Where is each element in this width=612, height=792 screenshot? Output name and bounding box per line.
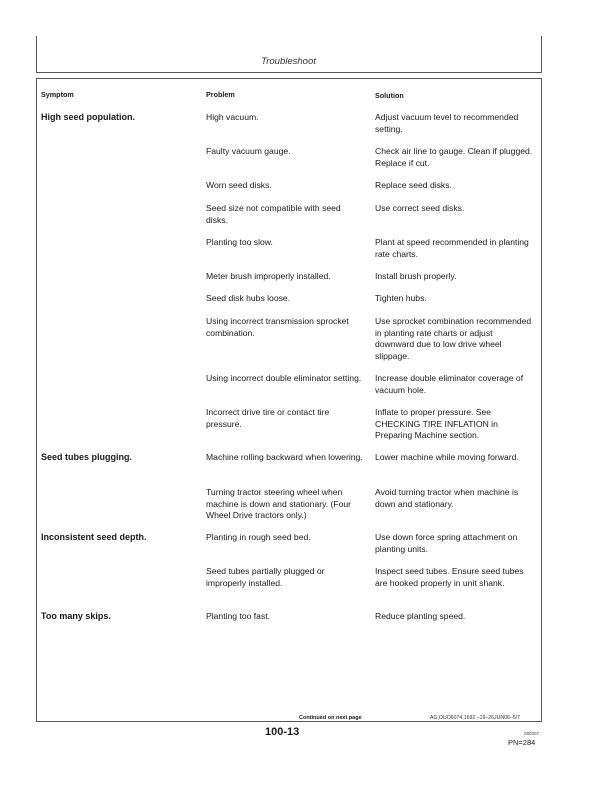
problem-cell: Using incorrect double eliminator setting. [206,373,362,383]
symptom-cell: Seed tubes plugging. [41,452,133,462]
problem-cell: Seed disk hubs loose. [206,293,291,303]
column-header-problem: Problem [206,90,235,99]
solution-cell: Reduce planting speed. [375,611,466,621]
symptom-cell: Too many skips. [41,611,111,621]
solution-cell: Use down force spring attachment on planting units. [375,532,518,554]
continued-note: Continued on next page [299,715,362,721]
problem-cell: Faulty vacuum gauge. [206,146,291,156]
problem-cell: Incorrect drive tire or contact tire pressure. [206,407,330,429]
column-header-solution: Solution [375,91,404,100]
solution-cell: Replace seed disks. [375,180,452,190]
symptom-cell: High seed population. [41,112,135,122]
solution-cell: Inflate to proper pressure. See CHECKING TIRE INFLATION in Preparing Machine section. [375,407,498,440]
problem-cell: Turning tractor steering wheel when machine is down and stationary. (Four Wheel Drive tractors only.) [206,487,352,520]
problem-cell: Planting too slow. [206,237,273,247]
date-code: 080307 [524,731,540,736]
column-header-symptom: Symptom [41,90,74,99]
solution-cell: Use correct seed disks. [375,203,465,213]
problem-cell: Planting too fast. [206,611,271,621]
pn-number: PN=284 [508,738,536,747]
solution-cell: Install brush properly. [375,271,457,281]
solution-cell: Tighten hubs. [375,293,427,303]
problem-cell: Seed tubes partially plugged or improperly installed. [206,566,325,588]
header-rule [36,72,542,73]
page-number: 100-13 [265,726,300,738]
solution-cell: Adjust vacuum level to recommended setting. [375,112,519,134]
solution-cell: Use sprocket combination recommended in planting rate charts or adjust downward due to low drive wheel slippage. [375,316,532,361]
problem-cell: Using incorrect transmission sprocket combination. [206,316,349,338]
problem-cell: Worn seed disks. [206,180,272,190]
symptom-cell: Inconsistent seed depth. [41,532,147,542]
page-title: Troubleshoot [261,56,316,67]
problem-cell: Planting in rough seed bed. [206,532,311,542]
problem-cell: Seed size not compatible with seed disks. [206,203,341,225]
problem-cell: Meter brush improperly installed. [206,271,331,281]
solution-cell: Check air line to gauge. Clean if plugged. Replace if cut. [375,146,533,168]
document-code: AG,OUO6074,1692 –19–26JUN06–5/7 [430,715,520,721]
solution-cell: Increase double eliminator coverage of vacuum hole. [375,373,524,395]
problem-cell: Machine rolling backward when lowering. [206,452,363,462]
right-border-top [541,36,542,73]
table-top-rule [36,78,542,79]
footer-rule [36,721,542,722]
solution-cell: Lower machine while moving forward. [375,452,519,462]
left-border [36,78,37,721]
left-border-top [36,36,37,73]
solution-cell: Inspect seed tubes. Ensure seed tubes are hooked properly in unit shank. [375,566,524,588]
solution-cell: Avoid turning tractor when machine is down and stationary. [375,487,519,509]
problem-cell: High vacuum. [206,112,259,122]
right-border [541,78,542,721]
solution-cell: Plant at speed recommended in planting rate charts. [375,237,529,259]
